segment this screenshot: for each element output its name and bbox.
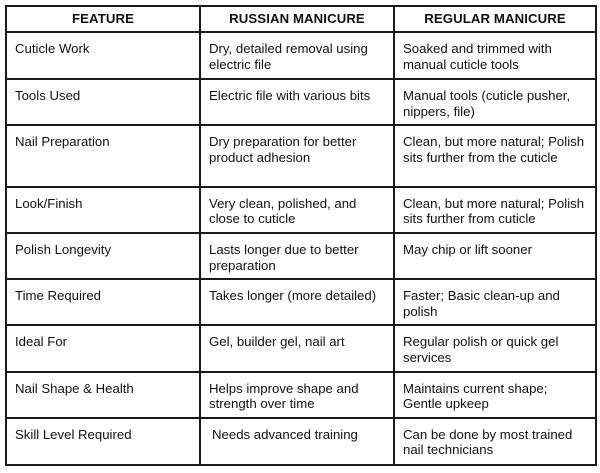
russian-cell: Helps improve shape and strength over time xyxy=(200,372,394,418)
feature-cell: Nail Preparation xyxy=(6,125,200,187)
regular-cell: Clean, but more natural; Polish sits further from cuticle xyxy=(394,187,596,233)
header-feature: FEATURE xyxy=(6,6,200,32)
feature-cell: Tools Used xyxy=(6,79,200,125)
regular-cell: Soaked and trimmed with manual cuticle tools xyxy=(394,32,596,79)
regular-cell: Can be done by most trained nail technicians xyxy=(394,418,596,465)
table-row xyxy=(6,32,596,79)
table-row xyxy=(6,79,596,125)
russian-cell: Dry, detailed removal using electric file xyxy=(200,32,394,79)
feature-cell: Skill Level Required xyxy=(6,418,200,465)
russian-cell: Electric file with various bits xyxy=(200,79,394,125)
feature-cell: Cuticle Work xyxy=(6,32,200,79)
russian-cell: Needs advanced training xyxy=(200,418,394,465)
table-row xyxy=(6,325,596,371)
table-row xyxy=(6,279,596,325)
russian-cell: Gel, builder gel, nail art xyxy=(200,325,394,371)
table-header-row xyxy=(6,6,596,32)
feature-cell: Time Required xyxy=(6,279,200,325)
table-row xyxy=(6,187,596,233)
russian-cell: Takes longer (more detailed) xyxy=(200,279,394,325)
feature-cell: Polish Longevity xyxy=(6,233,200,279)
feature-cell: Ideal For xyxy=(6,325,200,371)
table-row xyxy=(6,233,596,279)
regular-cell: Maintains current shape; Gentle upkeep xyxy=(394,372,596,418)
russian-cell: Lasts longer due to better preparation xyxy=(200,233,394,279)
russian-cell: Dry preparation for better product adhesion xyxy=(200,125,394,187)
table-row xyxy=(6,372,596,418)
feature-cell: Nail Shape & Health xyxy=(6,372,200,418)
regular-cell: Faster; Basic clean-up and polish xyxy=(394,279,596,325)
regular-cell: Regular polish or quick gel services xyxy=(394,325,596,371)
header-russian-manicure: RUSSIAN MANICURE xyxy=(200,6,394,32)
regular-cell: Manual tools (cuticle pusher, nippers, file) xyxy=(394,79,596,125)
header-regular-manicure: REGULAR MANICURE xyxy=(394,6,596,32)
russian-cell: Very clean, polished, and close to cuticle xyxy=(200,187,394,233)
feature-cell: Look/Finish xyxy=(6,187,200,233)
table-row xyxy=(6,125,596,187)
regular-cell: May chip or lift sooner xyxy=(394,233,596,279)
table-row xyxy=(6,418,596,465)
comparison-table xyxy=(5,5,597,466)
regular-cell: Clean, but more natural; Polish sits further from the cuticle xyxy=(394,125,596,187)
comparison-table-container xyxy=(5,5,595,466)
